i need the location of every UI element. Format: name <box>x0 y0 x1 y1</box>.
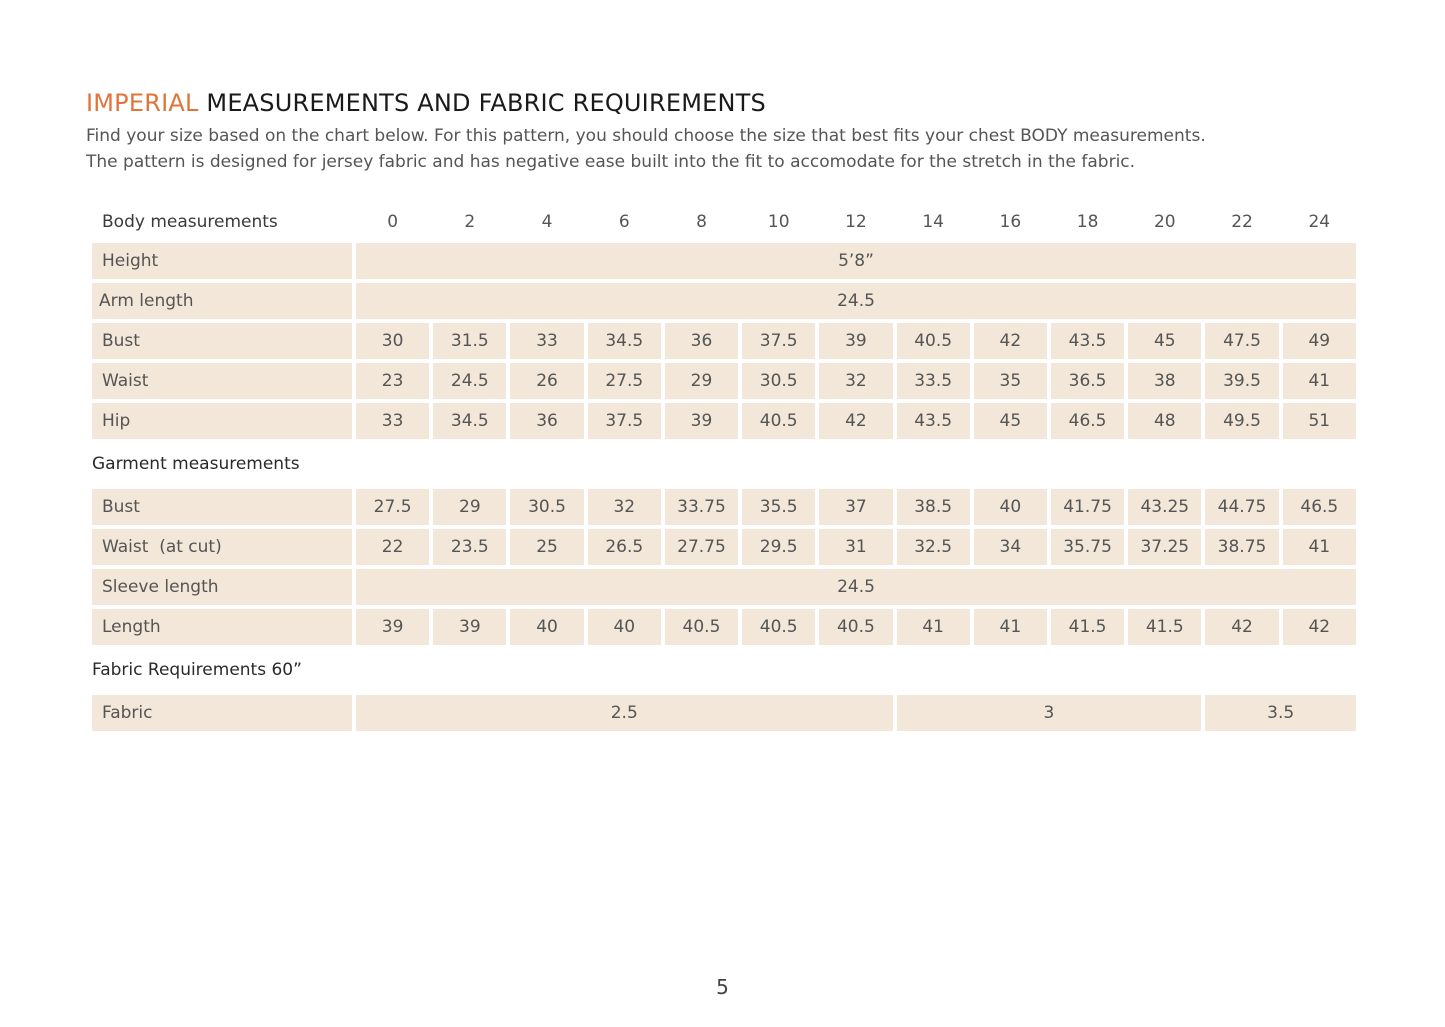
bust-cell: 47.5 <box>1205 323 1278 359</box>
length-cell: 42 <box>1283 609 1356 645</box>
sleeve-length-row <box>92 569 1356 605</box>
hip-row <box>92 403 1356 439</box>
height-value: 5’8” <box>356 243 1356 279</box>
size-header: 8 <box>696 212 707 232</box>
hip-cell: 45 <box>974 403 1047 439</box>
length-cell: 39 <box>356 609 429 645</box>
bust-cell: 37.5 <box>742 323 815 359</box>
length-cell: 40 <box>510 609 583 645</box>
size-header: 22 <box>1231 212 1253 232</box>
length-cell: 41.5 <box>1128 609 1201 645</box>
garment-bust-cell: 43.25 <box>1128 489 1201 525</box>
length-cell: 40 <box>588 609 661 645</box>
intro-text <box>86 123 1206 175</box>
hip-cell: 36 <box>510 403 583 439</box>
garment-waist-row <box>92 529 1356 565</box>
waist-cell: 35 <box>974 363 1047 399</box>
page-title <box>86 89 766 117</box>
length-cell: 40.5 <box>665 609 738 645</box>
size-header: 0 <box>387 212 399 232</box>
row-label-waist: Waist <box>92 363 352 399</box>
hip-cell: 49.5 <box>1205 403 1278 439</box>
title-accent: IMPERIAL <box>86 89 199 117</box>
waist-cell: 38 <box>1128 363 1201 399</box>
row-label-bust: Bust <box>92 323 352 359</box>
bust-cell: 34.5 <box>588 323 661 359</box>
size-header: 18 <box>1076 212 1099 232</box>
fabric-requirements-heading: Fabric Requirements 60” <box>92 660 302 680</box>
garment-bust-cell: 41.75 <box>1051 489 1124 525</box>
length-row <box>92 609 1356 645</box>
length-cell: 41.5 <box>1051 609 1124 645</box>
garment-waist-cell: 41 <box>1283 529 1356 565</box>
hip-cell: 42 <box>819 403 892 439</box>
garment-waist-cell: 26.5 <box>588 529 661 565</box>
length-cell: 40.5 <box>819 609 892 645</box>
waist-cell: 39.5 <box>1205 363 1278 399</box>
hip-cell: 33 <box>356 403 429 439</box>
size-header: 2 <box>464 212 476 232</box>
garment-measurements-header-row <box>92 443 1356 485</box>
waist-cell: 29 <box>665 363 738 399</box>
garment-bust-cell: 27.5 <box>356 489 429 525</box>
waist-cell: 41 <box>1283 363 1356 399</box>
bust-cell: 31.5 <box>433 323 506 359</box>
fabric-cell: 3 <box>897 695 1202 731</box>
garment-waist-cell: 32.5 <box>897 529 970 565</box>
garment-bust-cell: 37 <box>819 489 892 525</box>
row-label-hip: Hip <box>92 403 352 439</box>
hip-cell: 39 <box>665 403 738 439</box>
length-cell: 40.5 <box>742 609 815 645</box>
garment-waist-cell: 37.25 <box>1128 529 1201 565</box>
sleeve-length-value: 24.5 <box>356 569 1356 605</box>
waist-cell: 27.5 <box>588 363 661 399</box>
garment-waist-cell: 27.75 <box>665 529 738 565</box>
waist-cell: 23 <box>356 363 429 399</box>
waist-cell: 26 <box>510 363 583 399</box>
length-cell: 41 <box>897 609 970 645</box>
intro-line-2: The pattern is designed for jersey fabric and has negative ease built into the fit to accomodate for the stretch in the fabric. <box>86 152 1136 172</box>
hip-cell: 34.5 <box>433 403 506 439</box>
fabric-requirements-header-row <box>92 649 1356 691</box>
garment-bust-cell: 38.5 <box>897 489 970 525</box>
garment-waist-cell: 25 <box>510 529 583 565</box>
garment-waist-cell: 35.75 <box>1051 529 1124 565</box>
garment-bust-cell: 29 <box>433 489 506 525</box>
arm-length-value: 24.5 <box>356 283 1356 319</box>
waist-cell: 33.5 <box>897 363 970 399</box>
waist-cell: 36.5 <box>1051 363 1124 399</box>
size-header: 10 <box>767 212 790 232</box>
size-header: 20 <box>1153 212 1176 232</box>
bust-cell: 39 <box>819 323 892 359</box>
page-number: 5 <box>716 975 729 999</box>
bust-row <box>92 323 1356 359</box>
size-chart-table <box>88 201 1360 735</box>
arm-length-row <box>92 283 1356 319</box>
garment-bust-cell: 40 <box>974 489 1047 525</box>
row-label-garment-waist: Waist (at cut) <box>92 529 352 565</box>
waist-cell: 32 <box>819 363 892 399</box>
length-cell: 42 <box>1205 609 1278 645</box>
size-header: 24 <box>1308 212 1331 232</box>
size-header: 16 <box>999 212 1022 232</box>
size-header: 14 <box>922 212 944 232</box>
waist-cell: 24.5 <box>433 363 506 399</box>
bust-cell: 30 <box>356 323 429 359</box>
garment-waist-cell: 22 <box>356 529 429 565</box>
body-measurements-header-row <box>92 205 1356 239</box>
bust-cell: 49 <box>1283 323 1356 359</box>
fabric-cell: 2.5 <box>356 695 893 731</box>
bust-cell: 43.5 <box>1051 323 1124 359</box>
hip-cell: 51 <box>1283 403 1356 439</box>
height-row <box>92 243 1356 279</box>
row-label-garment-bust: Bust <box>92 489 352 525</box>
garment-measurements-heading: Garment measurements <box>92 454 300 474</box>
row-label-length: Length <box>92 609 352 645</box>
bust-cell: 36 <box>665 323 738 359</box>
garment-waist-cell: 23.5 <box>433 529 506 565</box>
garment-bust-cell: 32 <box>588 489 661 525</box>
garment-bust-cell: 46.5 <box>1283 489 1356 525</box>
hip-cell: 46.5 <box>1051 403 1124 439</box>
garment-bust-cell: 33.75 <box>665 489 738 525</box>
garment-waist-cell: 31 <box>819 529 892 565</box>
waist-row <box>92 363 1356 399</box>
length-cell: 39 <box>433 609 506 645</box>
garment-waist-cell: 29.5 <box>742 529 815 565</box>
row-label-height: Height <box>92 243 352 279</box>
row-label-fabric: Fabric <box>92 695 352 731</box>
hip-cell: 40.5 <box>742 403 815 439</box>
hip-cell: 48 <box>1128 403 1201 439</box>
row-label-arm-length: Arm length <box>92 283 352 319</box>
hip-cell: 37.5 <box>588 403 661 439</box>
garment-bust-cell: 35.5 <box>742 489 815 525</box>
garment-waist-cell: 34 <box>974 529 1047 565</box>
hip-cell: 43.5 <box>897 403 970 439</box>
bust-cell: 42 <box>974 323 1047 359</box>
waist-cell: 30.5 <box>742 363 815 399</box>
garment-bust-cell: 30.5 <box>510 489 583 525</box>
title-rest: MEASUREMENTS AND FABRIC REQUIREMENTS <box>198 89 766 117</box>
row-label-sleeve-length: Sleeve length <box>92 569 352 605</box>
size-header: 12 <box>845 212 867 232</box>
bust-cell: 45 <box>1128 323 1201 359</box>
garment-bust-cell: 44.75 <box>1205 489 1278 525</box>
garment-waist-cell: 38.75 <box>1205 529 1278 565</box>
garment-bust-row <box>92 489 1356 525</box>
size-header: 6 <box>618 212 630 232</box>
bust-cell: 33 <box>510 323 583 359</box>
body-measurements-heading: Body measurements <box>102 212 278 232</box>
intro-line-1: Find your size based on the chart below. For this pattern, you should choose the size that best fits your chest BODY measurements. <box>86 126 1206 146</box>
size-header: 4 <box>541 212 553 232</box>
length-cell: 41 <box>974 609 1047 645</box>
bust-cell: 40.5 <box>897 323 970 359</box>
fabric-cell: 3.5 <box>1205 695 1356 731</box>
fabric-row <box>92 695 1356 731</box>
